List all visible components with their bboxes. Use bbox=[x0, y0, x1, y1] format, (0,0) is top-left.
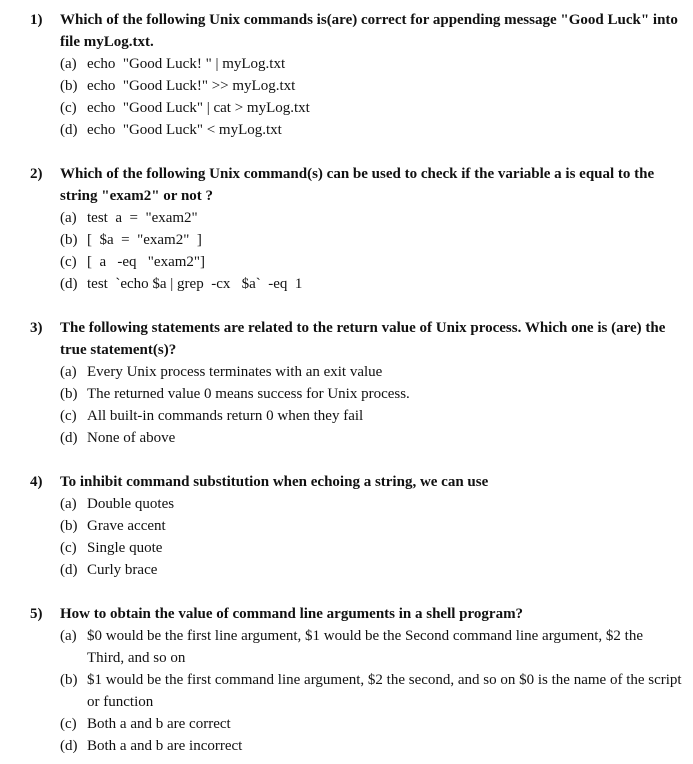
option-label: (c) bbox=[60, 540, 77, 556]
option-text: Both a and b are correct bbox=[87, 716, 231, 732]
option-c bbox=[60, 251, 683, 273]
option-d bbox=[60, 273, 683, 295]
question-1 bbox=[30, 9, 683, 141]
question-number: 3) bbox=[30, 320, 43, 336]
option-label: (b) bbox=[60, 386, 78, 402]
option-text: None of above bbox=[87, 430, 176, 446]
option-b bbox=[60, 383, 683, 405]
question-number: 2) bbox=[30, 166, 43, 182]
option-a bbox=[60, 493, 683, 515]
option-label: (d) bbox=[60, 122, 78, 138]
option-text: Curly brace bbox=[87, 562, 158, 578]
question-3 bbox=[30, 317, 683, 449]
option-d bbox=[60, 427, 683, 449]
option-text: test `echo $a | grep -cx $a` -eq 1 bbox=[87, 276, 303, 292]
option-label: (c) bbox=[60, 408, 77, 424]
option-text: echo "Good Luck" < myLog.txt bbox=[87, 122, 282, 138]
option-text: echo "Good Luck" | cat > myLog.txt bbox=[87, 100, 310, 116]
option-a bbox=[60, 207, 683, 229]
option-c bbox=[60, 537, 683, 559]
option-text: The returned value 0 means success for Unix process. bbox=[87, 386, 410, 402]
option-label: (a) bbox=[60, 496, 77, 512]
question-number: 4) bbox=[30, 474, 43, 490]
option-list bbox=[30, 493, 683, 581]
option-list bbox=[30, 207, 683, 295]
option-label: (b) bbox=[60, 232, 78, 248]
option-b bbox=[60, 229, 683, 251]
option-label: (d) bbox=[60, 562, 78, 578]
option-c bbox=[60, 405, 683, 427]
option-label: (b) bbox=[60, 518, 78, 534]
option-text: [ a -eq "exam2"] bbox=[87, 254, 206, 270]
option-text: [ $a = "exam2" ] bbox=[87, 232, 202, 248]
question-text: How to obtain the value of command line arguments in a shell program? bbox=[60, 606, 524, 622]
option-text: Grave accent bbox=[87, 518, 166, 534]
option-label: (c) bbox=[60, 100, 77, 116]
question-text: To inhibit command substitution when echoing a string, we can use bbox=[60, 474, 489, 490]
question-2 bbox=[30, 163, 683, 295]
option-text: echo "Good Luck! " | myLog.txt bbox=[87, 56, 286, 72]
option-d bbox=[60, 559, 683, 581]
option-text: $0 would be the first line argument, $1 would be the Second command line argument, $2 the Third, and so on bbox=[87, 628, 647, 666]
option-text: Every Unix process terminates with an exit value bbox=[87, 364, 383, 380]
option-label: (a) bbox=[60, 364, 77, 380]
option-label: (a) bbox=[60, 210, 77, 226]
option-d bbox=[60, 735, 683, 757]
option-c bbox=[60, 713, 683, 735]
option-list bbox=[30, 625, 686, 757]
question-4 bbox=[30, 471, 683, 581]
option-label: (a) bbox=[60, 56, 77, 72]
question-text: Which of the following Unix commands is(are) correct for appending message "Good Luck" into file myLog.txt. bbox=[60, 12, 678, 50]
option-label: (d) bbox=[60, 738, 78, 754]
question-text: The following statements are related to the return value of Unix process. Which one is (are) the true statement(s)? bbox=[60, 320, 666, 358]
option-a bbox=[60, 53, 683, 75]
option-b bbox=[60, 75, 683, 97]
option-list bbox=[30, 361, 683, 449]
option-a bbox=[60, 361, 683, 383]
option-text: test a = "exam2" bbox=[87, 210, 198, 226]
question-number: 5) bbox=[30, 606, 43, 622]
option-label: (a) bbox=[60, 628, 77, 644]
option-text: All built-in commands return 0 when they fail bbox=[87, 408, 364, 424]
question-number: 1) bbox=[30, 12, 43, 28]
option-label: (d) bbox=[60, 430, 78, 446]
option-text: Both a and b are incorrect bbox=[87, 738, 243, 754]
question-text: Which of the following Unix command(s) can be used to check if the variable a is equal to the string "exam2" or not ? bbox=[60, 166, 655, 204]
option-text: $1 would be the first command line argument, $2 the second, and so on $0 is the name of the script or function bbox=[87, 672, 686, 710]
option-a bbox=[60, 625, 683, 669]
option-b bbox=[60, 669, 686, 713]
option-label: (c) bbox=[60, 254, 77, 270]
option-label: (d) bbox=[60, 276, 78, 292]
option-d bbox=[60, 119, 683, 141]
option-c bbox=[60, 97, 683, 119]
option-label: (b) bbox=[60, 78, 78, 94]
question-5 bbox=[30, 603, 686, 757]
option-text: echo "Good Luck!" >> myLog.txt bbox=[87, 78, 296, 94]
option-label: (c) bbox=[60, 716, 77, 732]
option-label: (b) bbox=[60, 672, 78, 688]
option-text: Single quote bbox=[87, 540, 163, 556]
option-list bbox=[30, 53, 683, 141]
option-text: Double quotes bbox=[87, 496, 175, 512]
option-b bbox=[60, 515, 683, 537]
